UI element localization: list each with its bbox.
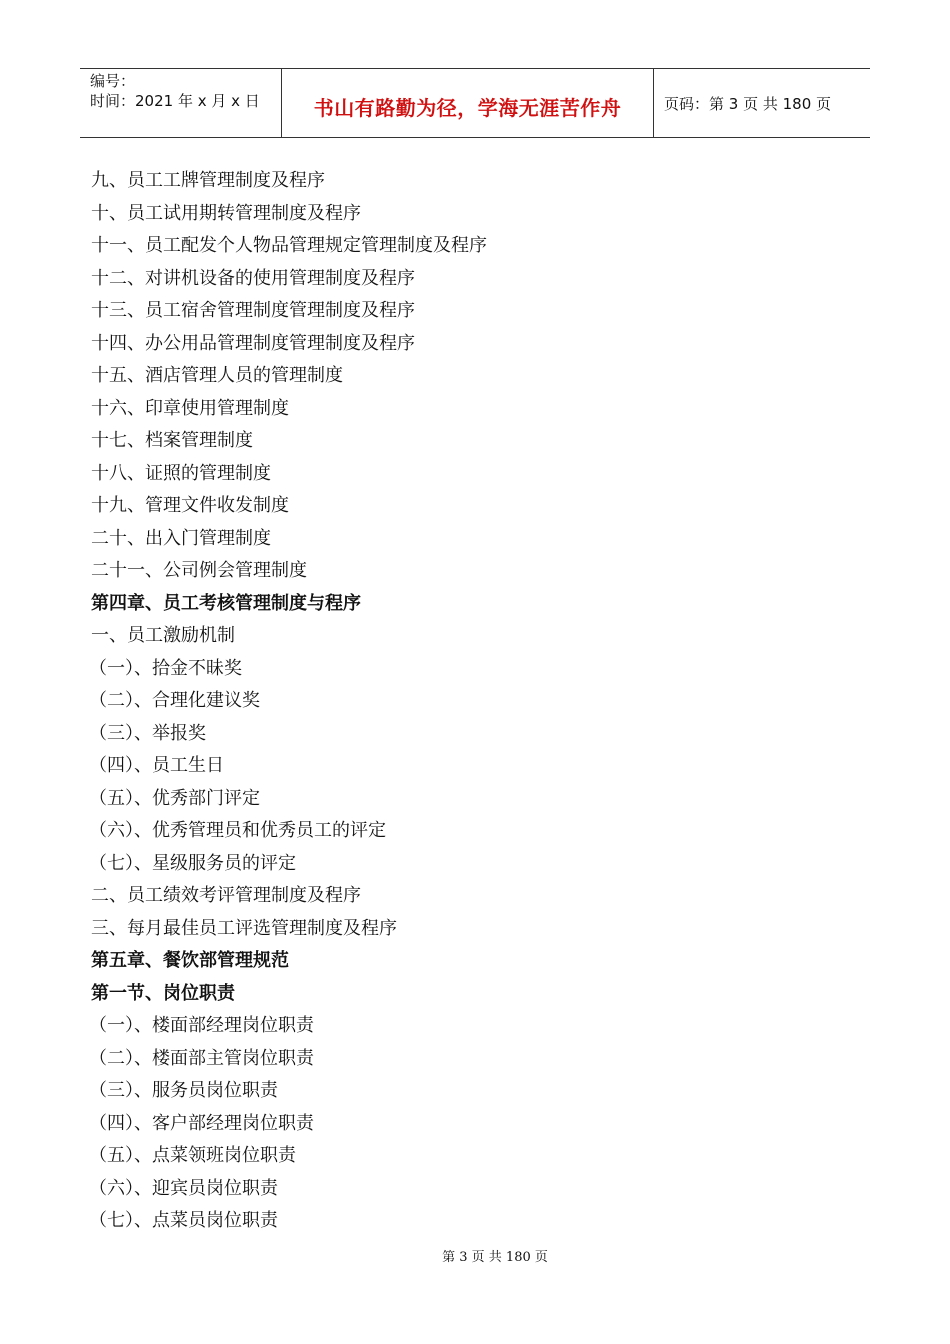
toc-item: （一）、拾金不昧奖 (89, 657, 242, 679)
toc-item: 三、每月最佳员工评选管理制度及程序 (91, 917, 397, 939)
header-meta-cell (80, 69, 282, 137)
section-heading: 第四章、员工考核管理制度与程序 (91, 592, 361, 614)
toc-item: 十四、办公用品管理制度管理制度及程序 (91, 332, 415, 354)
toc-item: （四）、客户部经理岗位职责 (89, 1112, 314, 1134)
toc-item: 二十、出入门管理制度 (91, 527, 271, 549)
toc-item: 十三、员工宿舍管理制度管理制度及程序 (91, 300, 415, 321)
toc-item: 二、员工绩效考评管理制度及程序 (91, 885, 361, 906)
toc-item: 九、员工工牌管理制度及程序 (91, 170, 325, 191)
toc-item: （三）、举报奖 (89, 722, 206, 744)
toc-item: 十六、印章使用管理制度 (91, 397, 289, 419)
table-of-contents (91, 165, 851, 1238)
section-heading: 第一节、岗位职责 (91, 982, 235, 1004)
toc-item: 十八、证照的管理制度 (91, 462, 271, 484)
toc-item: （五）、优秀部门评定 (89, 787, 260, 809)
toc-item: 十七、档案管理制度 (91, 430, 253, 451)
toc-item: （四）、员工生日 (89, 755, 224, 776)
toc-item: 十、员工试用期转管理制度及程序 (91, 202, 361, 224)
toc-item: （六）、优秀管理员和优秀员工的评定 (89, 820, 386, 841)
section-heading: 第五章、餐饮部管理规范 (91, 950, 289, 971)
toc-item: （二）、楼面部主管岗位职责 (89, 1047, 314, 1069)
toc-item: （七）、星级服务员的评定 (89, 852, 296, 874)
toc-item: 二十一、公司例会管理制度 (91, 560, 307, 581)
toc-item: 十九、管理文件收发制度 (91, 495, 289, 516)
toc-item: （七）、点菜员岗位职责 (89, 1210, 278, 1231)
toc-item: 十二、对讲机设备的使用管理制度及程序 (91, 267, 415, 289)
toc-item: （五）、点菜领班岗位职责 (89, 1145, 296, 1166)
toc-item: （一）、楼面部经理岗位职责 (89, 1015, 314, 1036)
header-motto: 书山有路勤为径，学海无涯苦作舟 (313, 95, 622, 120)
header-motto-cell (282, 69, 654, 137)
page-footer: 第 3 页 共 180 页 (442, 1250, 548, 1265)
header-page-code: 页码：第 3 页 共 180 页 (664, 94, 832, 113)
document-number-label: 编号： (90, 72, 136, 90)
toc-item: （六）、迎宾员岗位职责 (89, 1177, 278, 1199)
toc-item: 十五、酒店管理人员的管理制度 (91, 365, 343, 386)
page-header (80, 68, 870, 138)
toc-item: （二）、合理化建议奖 (89, 690, 260, 711)
toc-item: （三）、服务员岗位职责 (89, 1080, 278, 1101)
toc-item: 一、员工激励机制 (91, 625, 235, 646)
document-date-label: 时间：2021 年 x 月 x 日 (90, 92, 260, 110)
toc-item: 十一、员工配发个人物品管理规定管理制度及程序 (91, 235, 487, 256)
header-page-cell (654, 69, 870, 137)
